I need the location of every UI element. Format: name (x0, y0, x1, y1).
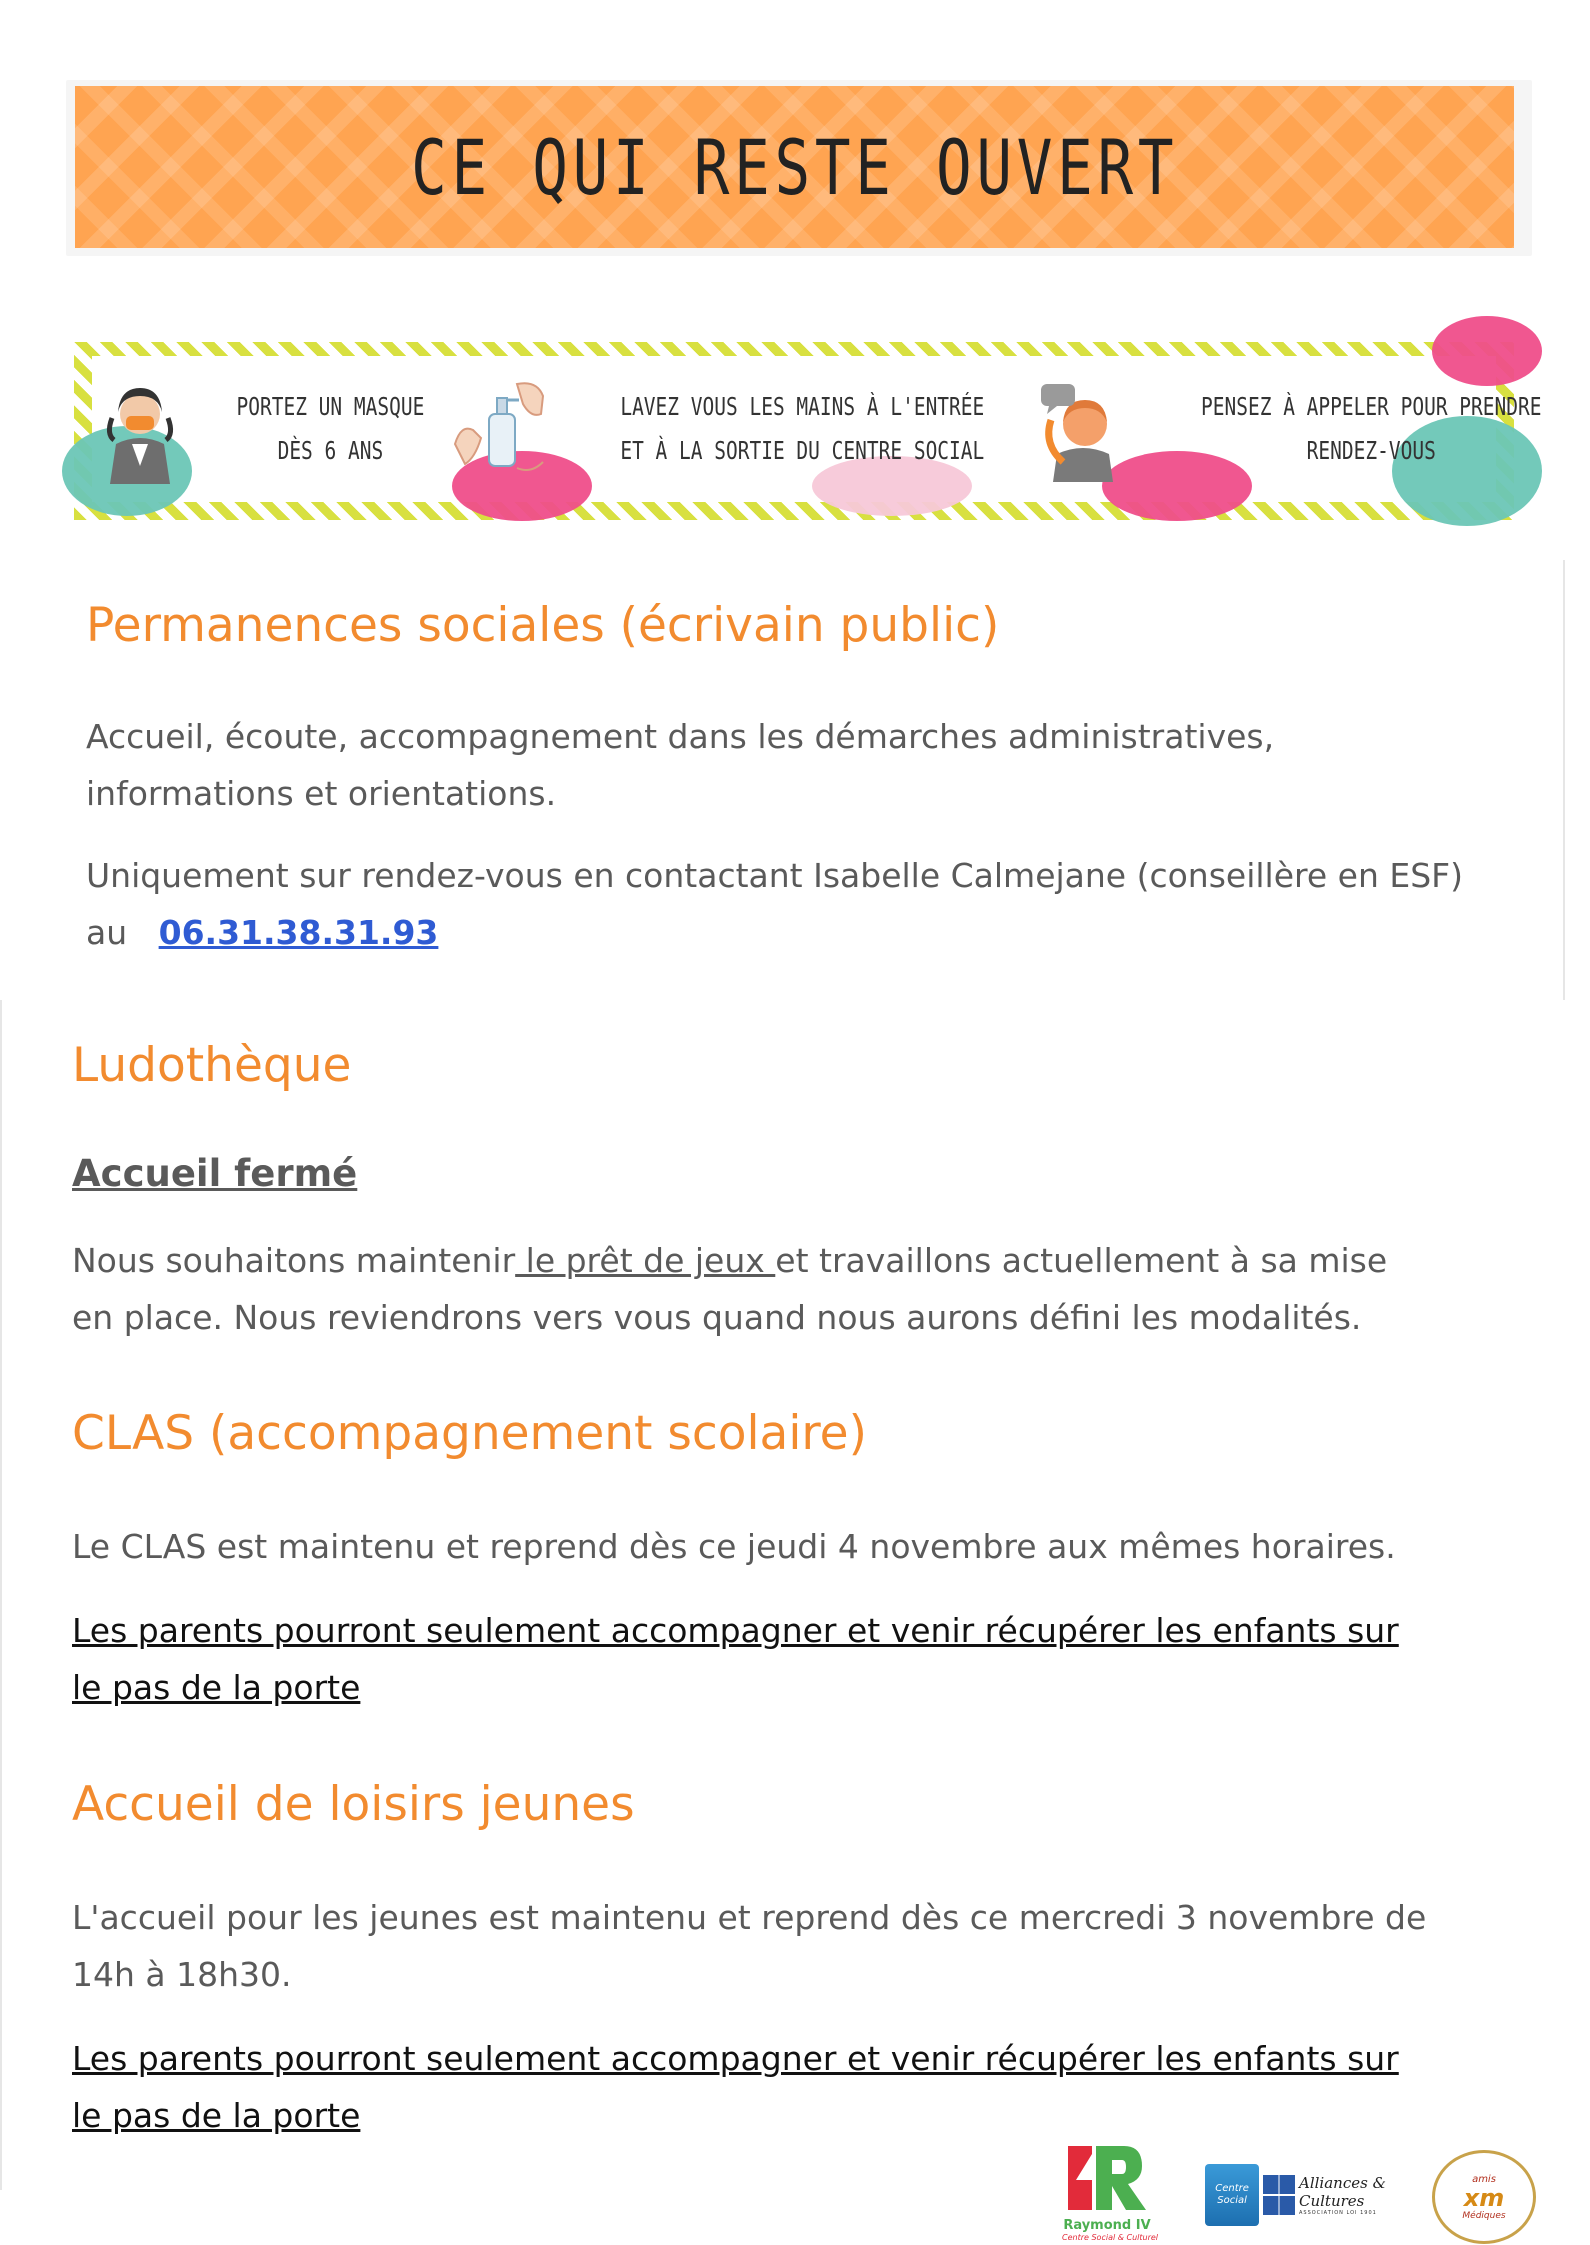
rule-call-line1: PENSEZ À APPELER POUR PRENDRE (1201, 392, 1542, 421)
rule-call-text (1201, 385, 1541, 473)
loisirs-parents-note (72, 2030, 1532, 2144)
rule-mask-line2: DÈS 6 ANS (277, 436, 384, 465)
page-edge-line (0, 1000, 2, 2190)
centre-social-label: Centre Social (1215, 2183, 1249, 2206)
mosaic-icon (1263, 2175, 1295, 2215)
ludotheque-title: Ludothèque (72, 1038, 352, 1093)
loisirs-note-line2: le pas de la porte (72, 2096, 361, 2135)
game-loan-link[interactable]: le prêt de jeux (515, 1241, 776, 1280)
permanences-contact (86, 847, 1526, 961)
safety-rules-banner (74, 342, 1542, 520)
alliances-cultures-name: Alliances & Cultures (1299, 2174, 1386, 2210)
third-logo-mark: xm (1463, 2183, 1505, 2212)
page-edge-line (1563, 560, 1565, 1000)
rule-call-line2: RENDEZ-VOUS (1307, 436, 1437, 465)
masked-person-icon (92, 374, 188, 484)
permanences-contact-line1: Uniquement sur rendez-vous en contactant Isabelle Calmejane (conseillère en ESF) (86, 856, 1464, 895)
centre-social-badge (1205, 2164, 1259, 2226)
permanences-contact-prefix: au (86, 913, 128, 952)
rule-mask-line1: PORTEZ UN MASQUE (236, 392, 425, 421)
raymond-iv-name: Raymond IV (1063, 2218, 1151, 2233)
phone-link[interactable]: 06.31.38.31.93 (158, 913, 439, 952)
alliances-text (1299, 2174, 1395, 2216)
clas-note-line2: le pas de la porte (72, 1668, 361, 1707)
permanences-title: Permanences sociales (écrivain public) (86, 598, 1000, 653)
rule-call (1035, 374, 1590, 484)
safety-rules-panel (92, 356, 1542, 502)
ludotheque-text-after: et travaillons actuellement à sa mise (775, 1241, 1388, 1280)
ludotheque-text-before: Nous souhaitons maintenir (72, 1241, 516, 1280)
third-partner-logo (1432, 2150, 1536, 2244)
permanences-description-line2: informations et orientations. (86, 774, 557, 813)
page-title: CE QUI RESTE OUVERT (410, 122, 1179, 212)
clas-note-line1: Les parents pourront seulement accompagner et venir récupérer les enfants sur (72, 1611, 1399, 1650)
header-banner (66, 80, 1532, 256)
rule-wash-hands (451, 374, 1036, 484)
loisirs-note-line1: Les parents pourront seulement accompagner et venir récupérer les enfants sur (72, 2039, 1399, 2078)
rule-mask (92, 374, 451, 484)
raymond-iv-mark-icon (1062, 2140, 1152, 2214)
clas-parents-note (72, 1602, 1532, 1716)
rule-wash-hands-line1: LAVEZ VOUS LES MAINS À L'ENTRÉE (620, 392, 985, 421)
rule-wash-hands-text (620, 385, 984, 473)
permanences-description (86, 708, 1506, 822)
phone-call-icon (1035, 374, 1131, 484)
clas-title: CLAS (accompagnement scolaire) (72, 1406, 867, 1461)
third-logo-bottom: Médiques (1462, 2210, 1506, 2221)
raymond-iv-tagline: Centre Social & Culturel (1062, 2233, 1159, 2242)
hand-sanitizer-icon (451, 374, 547, 484)
ludotheque-subtitle: Accueil fermé (72, 1152, 358, 1195)
header-banner-background (75, 86, 1514, 248)
ludotheque-description (72, 1232, 1532, 1346)
permanences-description-line1: Accueil, écoute, accompagnement dans les démarches administratives, (86, 717, 1275, 756)
ludotheque-text-line2: en place. Nous reviendrons vers vous quand nous aurons défini les modalités. (72, 1298, 1362, 1337)
alliances-tagline: ASSOCIATION LOI 1901 (1299, 2210, 1377, 2216)
loisirs-description (72, 1889, 1532, 2003)
loisirs-description-line1: L'accueil pour les jeunes est maintenu et reprend dès ce mercredi 3 novembre de (72, 1898, 1427, 1937)
alliances-cultures-logo (1205, 2160, 1395, 2230)
loisirs-title: Accueil de loisirs jeunes (72, 1777, 635, 1832)
rule-mask-text (236, 385, 424, 473)
third-logo-top: amis (1472, 2173, 1496, 2185)
clas-description: Le CLAS est maintenu et reprend dès ce jeudi 4 novembre aux mêmes horaires. (72, 1527, 1396, 1566)
rule-wash-hands-line2: ET À LA SORTIE DU CENTRE SOCIAL (620, 436, 985, 465)
loisirs-description-line2: 14h à 18h30. (72, 1955, 292, 1994)
raymond-iv-logo (1062, 2140, 1159, 2242)
